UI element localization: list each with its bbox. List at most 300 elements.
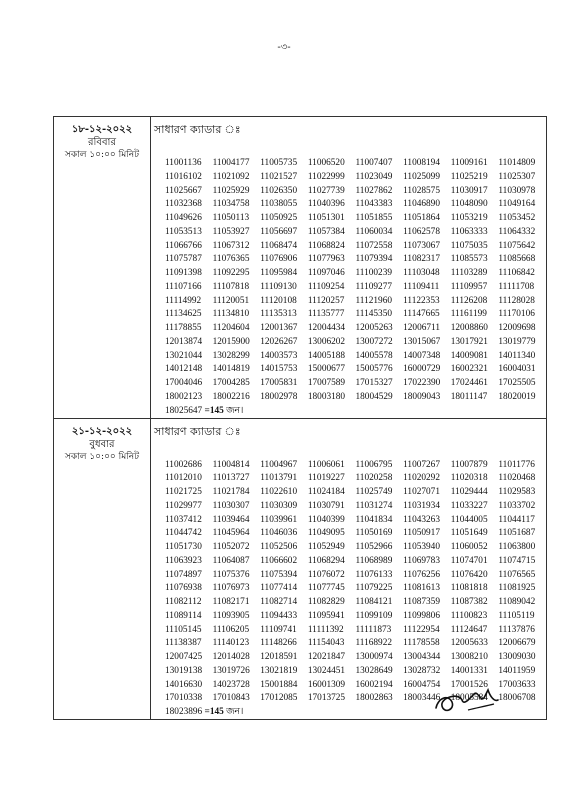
roll-number: 11038055	[260, 199, 298, 210]
cadre-heading: সাধারণ ক্যাডার ঃ	[154, 424, 241, 438]
roll-number: 11094433	[260, 610, 298, 621]
roll-row	[165, 527, 546, 541]
roll-number: 11022999	[307, 171, 345, 182]
roll-number: 11021092	[212, 171, 250, 182]
roll-number: 11204604	[212, 323, 250, 333]
roll-number: 11008194	[403, 158, 440, 168]
roll-number: 11052072	[212, 542, 250, 552]
roll-number: 18020019	[498, 391, 536, 402]
roll-number: 11099109	[355, 610, 393, 621]
roll-number: 11013791	[260, 473, 298, 484]
roll-number: 14009081	[450, 350, 488, 361]
roll-number: 11048090	[450, 199, 488, 210]
roll-number: 11044005	[450, 514, 488, 525]
roll-number: 13028732	[403, 665, 441, 676]
roll-row	[165, 582, 546, 596]
roll-row	[165, 472, 546, 486]
roll-number-grid	[165, 157, 546, 405]
roll-number: 11025307	[498, 171, 536, 182]
roll-row	[165, 486, 546, 500]
roll-number: 11178855	[165, 323, 202, 333]
cadre-heading: সাধারণ ক্যাডার ঃ	[154, 123, 241, 136]
roll-number: 12009698	[498, 323, 536, 333]
roll-number: 11100823	[450, 610, 488, 621]
roll-number: 17013725	[307, 693, 346, 704]
roll-row	[165, 500, 546, 514]
roll-number: 11051687	[498, 528, 536, 539]
roll-number: 11052949	[307, 542, 345, 552]
roll-number: 11009161	[450, 158, 488, 168]
roll-number: 11103289	[450, 268, 488, 278]
roll-row	[165, 514, 546, 528]
roll-number: 11170106	[498, 309, 535, 320]
roll-number: 11031934	[403, 500, 440, 511]
roll-number: 11031274	[355, 500, 393, 511]
roll-number: 11105145	[165, 624, 202, 635]
roll-number: 11025667	[165, 185, 202, 196]
roll-number: 11052506	[260, 542, 298, 552]
roll-number: 11063800	[498, 542, 536, 552]
roll-number: 11107818	[212, 281, 250, 292]
roll-number: 11053452	[498, 213, 536, 223]
roll-number: 11012010	[165, 473, 202, 484]
roll-number: 16004754	[403, 679, 441, 690]
roll-number: 17004285	[212, 378, 250, 388]
roll-row	[165, 240, 546, 254]
roll-number: 13021044	[165, 350, 203, 361]
roll-number: 11137876	[498, 624, 535, 635]
roll-list-cell	[151, 117, 547, 419]
roll-number: 11011776	[498, 459, 535, 470]
roll-number: 13006202	[307, 336, 346, 347]
roll-number: 11140123	[212, 638, 250, 649]
roll-number: 11049095	[307, 528, 345, 539]
roll-number: 11050169	[355, 528, 393, 539]
roll-row	[165, 377, 546, 391]
roll-number: 17003633	[498, 679, 536, 690]
roll-number: 11027862	[355, 185, 393, 196]
roll-number: 11082829	[307, 597, 345, 607]
roll-number: 14005578	[355, 350, 393, 361]
roll-number: 11075787	[165, 254, 202, 265]
roll-number: 11072558	[355, 240, 393, 251]
last-roll-number: 18025647	[165, 405, 203, 416]
roll-number: 11049164	[498, 199, 536, 210]
roll-number: 15005776	[355, 364, 393, 375]
roll-number: 16002194	[355, 679, 393, 690]
roll-number: 11109957	[450, 281, 488, 292]
roll-row	[165, 281, 546, 295]
roll-number: 11051649	[450, 528, 488, 539]
roll-number: 11077414	[260, 583, 298, 594]
roll-number: 11040399	[307, 514, 345, 525]
candidate-total: =145	[204, 707, 224, 717]
roll-number: 11030917	[450, 185, 488, 196]
roll-number: 11020318	[450, 473, 488, 484]
roll-number: 11106842	[498, 268, 535, 278]
roll-number: 11006520	[307, 158, 345, 168]
roll-number: 11076973	[212, 583, 250, 594]
roll-number: 11076906	[260, 254, 298, 265]
roll-row	[165, 541, 546, 555]
roll-row	[165, 569, 546, 583]
session-time: সকাল ১০:০০ মিনিট	[64, 150, 140, 160]
roll-number: 13028649	[355, 665, 393, 676]
roll-number: 11066766	[165, 240, 202, 251]
roll-number: 11043263	[403, 514, 440, 525]
roll-number: 11056697	[260, 226, 298, 237]
roll-number: 11109254	[307, 281, 345, 292]
roll-number: 11002686	[165, 459, 202, 470]
session-day: বুধবার	[89, 438, 115, 450]
total-unit: জন।	[226, 707, 244, 717]
roll-number: 11028575	[403, 185, 440, 196]
roll-number: 18009043	[403, 391, 441, 402]
roll-number: 11087359	[403, 597, 440, 607]
roll-number: 11005735	[260, 158, 298, 168]
roll-number: 11068474	[260, 240, 298, 251]
roll-number: 11066602	[260, 555, 298, 566]
roll-row	[165, 322, 546, 336]
roll-number: 11030309	[260, 500, 298, 511]
roll-number: 11025929	[212, 185, 250, 196]
roll-number: 11030791	[307, 500, 345, 511]
roll-number: 17004046	[165, 378, 203, 388]
roll-number: 11082112	[165, 597, 202, 607]
roll-number: 11053219	[450, 213, 488, 223]
roll-row	[165, 253, 546, 267]
roll-number: 12021847	[307, 652, 346, 662]
roll-number: 16000729	[403, 364, 441, 375]
roll-number: 13015067	[403, 336, 441, 347]
roll-number: 11089114	[165, 610, 202, 621]
roll-number: 11082317	[403, 254, 440, 265]
roll-number: 13004344	[403, 652, 441, 662]
roll-number: 11030978	[498, 185, 536, 196]
roll-number: 11027739	[307, 185, 345, 196]
roll-number: 17025505	[498, 378, 536, 388]
roll-number: 12018591	[260, 652, 298, 662]
roll-number: 12005633	[450, 638, 488, 649]
roll-number: 11044117	[498, 514, 535, 525]
roll-number: 11006795	[355, 459, 393, 470]
roll-number: 11068824	[307, 240, 345, 251]
roll-number: 13008210	[450, 652, 488, 662]
roll-number: 11122353	[403, 295, 440, 306]
roll-number: 11128028	[498, 295, 535, 306]
roll-number: 12005263	[355, 323, 393, 333]
roll-number: 11134625	[165, 309, 202, 320]
roll-row	[165, 459, 546, 473]
roll-row	[165, 350, 546, 364]
roll-number: 11007407	[355, 158, 393, 168]
roll-number: 11053927	[212, 226, 250, 237]
roll-number: 13017921	[450, 336, 488, 347]
roll-number: 11051855	[355, 213, 393, 223]
roll-row	[165, 212, 546, 226]
roll-number: 11060034	[355, 226, 393, 237]
roll-number: 11050917	[403, 528, 440, 539]
roll-number: 11076565	[498, 569, 536, 580]
roll-row	[165, 267, 546, 281]
roll-number: 12015900	[212, 336, 250, 347]
roll-number: 11051301	[307, 213, 345, 223]
roll-number: 11020468	[498, 473, 536, 484]
roll-number: 11014809	[498, 158, 536, 168]
roll-number: 11135777	[307, 309, 345, 320]
roll-number: 11051730	[165, 542, 202, 552]
roll-number: 11032368	[165, 199, 202, 210]
roll-number: 11105119	[498, 610, 535, 621]
roll-number: 17010338	[165, 693, 203, 704]
roll-number: 18006708	[498, 693, 536, 704]
roll-number: 14012148	[165, 364, 203, 375]
session-time: সকাল ১০:০০ মিনিট	[64, 451, 140, 462]
roll-number: 11138387	[165, 638, 202, 649]
roll-row	[165, 198, 546, 212]
roll-number: 13009030	[498, 652, 536, 662]
roll-row	[165, 336, 546, 350]
roll-number: 11013727	[212, 473, 250, 484]
roll-number: 11082171	[212, 597, 250, 607]
roll-number: 14023728	[212, 679, 250, 690]
roll-number: 18002216	[212, 391, 250, 402]
roll-number: 11121960	[355, 295, 392, 306]
roll-number: 11075394	[260, 569, 298, 580]
roll-number: 11103048	[403, 268, 440, 278]
roll-number: 11067312	[212, 240, 250, 251]
roll-number: 13007272	[355, 336, 393, 347]
roll-number: 11076256	[403, 569, 440, 580]
roll-number: 11021527	[260, 171, 298, 182]
roll-number: 13019726	[212, 665, 250, 676]
roll-number: 11020258	[355, 473, 393, 484]
roll-number: 11076133	[355, 569, 393, 580]
roll-number: 11109277	[355, 281, 392, 292]
roll-number: 11051864	[403, 213, 440, 223]
roll-number: 11081613	[403, 583, 440, 594]
roll-number: 11053940	[403, 542, 440, 552]
roll-row	[165, 637, 546, 651]
roll-number: 14007348	[403, 350, 441, 361]
roll-number: 11063333	[450, 226, 488, 237]
roll-number: 11049626	[165, 213, 202, 223]
total-line	[165, 405, 546, 418]
roll-number: 14005188	[307, 350, 346, 361]
roll-number: 11050113	[212, 213, 250, 223]
roll-number: 12006679	[498, 638, 536, 649]
roll-number: 14011340	[498, 350, 536, 361]
roll-number: 11039464	[212, 514, 250, 525]
roll-number: 11043383	[355, 199, 393, 210]
roll-number: 11122954	[403, 624, 440, 635]
roll-number: 11040396	[307, 199, 345, 210]
roll-number: 11064087	[212, 555, 250, 566]
roll-number: 11037412	[165, 514, 202, 525]
roll-number: 11030307	[212, 500, 250, 511]
roll-number: 18002123	[165, 391, 203, 402]
roll-number: 11107166	[165, 281, 202, 292]
roll-number: 11085668	[498, 254, 536, 265]
roll-number: 11029583	[498, 487, 536, 497]
roll-number: 11076072	[307, 569, 345, 580]
roll-number: 11091398	[165, 268, 202, 278]
roll-number: 11004177	[212, 158, 250, 168]
roll-number: 11148266	[260, 638, 297, 649]
roll-row	[165, 308, 546, 322]
roll-number: 11053513	[165, 226, 202, 237]
roll-number: 11016102	[165, 171, 202, 182]
roll-number: 11109411	[403, 281, 440, 292]
roll-number: 11045964	[212, 528, 250, 539]
roll-number: 11106205	[212, 624, 250, 635]
roll-number: 11074897	[165, 569, 202, 580]
roll-number: 15000677	[307, 364, 346, 375]
roll-number: 11020292	[403, 473, 440, 484]
roll-number: 11079225	[355, 583, 393, 594]
roll-number: 12008860	[450, 323, 488, 333]
roll-number: 11057384	[307, 226, 345, 237]
roll-number: 14014819	[212, 364, 250, 375]
roll-number: 12007425	[165, 652, 203, 662]
roll-number: 12014028	[212, 652, 250, 662]
roll-number: 16001309	[307, 679, 346, 690]
roll-number: 11033702	[498, 500, 536, 511]
roll-number: 18011147	[450, 391, 488, 402]
roll-number: 11025219	[450, 171, 488, 182]
roll-number: 18002978	[260, 391, 298, 402]
roll-number: 13024451	[307, 665, 346, 676]
roll-number: 18005584	[450, 693, 488, 704]
roll-number: 11029977	[165, 500, 202, 511]
roll-number: 17010843	[212, 693, 250, 704]
roll-number: 11099806	[403, 610, 440, 621]
signature	[428, 680, 508, 720]
roll-number: 17005831	[260, 378, 298, 388]
roll-number: 14016630	[165, 679, 203, 690]
roll-number: 11068294	[307, 555, 345, 566]
page-number: -৩-	[277, 42, 291, 53]
roll-number: 11004967	[260, 459, 298, 470]
session-date: ১৮-১২-২০২২	[71, 124, 133, 135]
roll-number: 11069783	[403, 555, 440, 566]
roll-number: 11087382	[450, 597, 488, 607]
roll-number: 18002863	[355, 693, 393, 704]
roll-number: 11114992	[165, 295, 202, 306]
roll-number-grid	[165, 459, 546, 707]
roll-number: 17012085	[260, 693, 298, 704]
roll-number: 11145350	[355, 309, 392, 320]
roll-number: 14015753	[260, 364, 298, 375]
roll-number: 11075035	[450, 240, 488, 251]
roll-number: 11044742	[165, 528, 202, 539]
roll-number: 11050925	[260, 213, 298, 223]
roll-number: 11007879	[450, 459, 488, 470]
roll-number: 11019227	[307, 473, 345, 484]
roll-number: 11081818	[450, 583, 488, 594]
roll-number: 11064332	[498, 226, 536, 237]
roll-number: 18003446	[403, 693, 441, 704]
roll-number: 11075642	[498, 240, 536, 251]
roll-number: 11076365	[212, 254, 250, 265]
roll-number: 11147665	[403, 309, 440, 320]
roll-row	[165, 157, 546, 171]
session-date: ২১-১২-২০২২	[71, 425, 133, 437]
roll-number: 11092295	[212, 268, 250, 278]
roll-row	[165, 651, 546, 665]
roll-number: 11025099	[403, 171, 440, 182]
roll-number: 11060052	[450, 542, 488, 552]
roll-number: 11027071	[403, 487, 440, 497]
roll-number: 16004031	[498, 364, 536, 375]
roll-number: 11120257	[307, 295, 345, 306]
roll-number: 17007589	[307, 378, 346, 388]
roll-number: 11081925	[498, 583, 536, 594]
roll-row	[165, 665, 546, 679]
roll-number: 17001526	[450, 679, 488, 690]
roll-number: 11178558	[403, 638, 440, 649]
roll-number: 11085573	[450, 254, 488, 265]
roll-row	[165, 555, 546, 569]
roll-number: 11073067	[403, 240, 440, 251]
roll-number: 14001331	[450, 665, 488, 676]
roll-row	[165, 185, 546, 199]
roll-row	[165, 363, 546, 377]
roll-row	[165, 226, 546, 240]
roll-number: 11111708	[498, 281, 535, 292]
roll-number: 11168922	[355, 638, 392, 649]
roll-number: 11033227	[450, 500, 488, 511]
roll-number: 13021819	[260, 665, 298, 676]
roll-row	[165, 391, 546, 405]
roll-number: 17022390	[403, 378, 441, 388]
roll-number: 11021725	[165, 487, 202, 497]
roll-number: 18003180	[307, 391, 346, 402]
roll-number: 16002321	[450, 364, 488, 375]
exam-schedule-table	[53, 116, 547, 720]
roll-number: 11095984	[260, 268, 298, 278]
roll-number: 12013874	[165, 336, 203, 347]
roll-number: 17015327	[355, 378, 393, 388]
roll-number: 11089042	[498, 597, 536, 607]
roll-list-cell	[151, 418, 547, 720]
date-cell	[54, 117, 151, 419]
roll-number: 11120108	[260, 295, 297, 306]
roll-number: 11063923	[165, 555, 202, 566]
roll-number: 11068989	[355, 555, 393, 566]
total-unit: জন।	[226, 405, 244, 416]
roll-number: 11026350	[260, 185, 298, 196]
roll-row	[165, 596, 546, 610]
roll-number: 12026267	[260, 336, 298, 347]
roll-number: 11021784	[212, 487, 250, 497]
roll-number: 13019138	[165, 665, 203, 676]
candidate-total: =145	[204, 405, 224, 416]
roll-number: 11111873	[355, 624, 392, 635]
roll-number: 11001136	[165, 158, 202, 168]
roll-number: 18004529	[355, 391, 393, 402]
roll-number: 11004814	[212, 459, 250, 470]
roll-number: 11076420	[450, 569, 488, 580]
roll-row	[165, 295, 546, 309]
session-row	[54, 418, 547, 720]
roll-number: 11120051	[212, 295, 250, 306]
roll-number: 14003573	[260, 350, 298, 361]
roll-number: 11100239	[355, 268, 392, 278]
roll-number: 11082714	[260, 597, 298, 607]
roll-number: 11052966	[355, 542, 393, 552]
roll-number: 11074715	[498, 555, 536, 566]
